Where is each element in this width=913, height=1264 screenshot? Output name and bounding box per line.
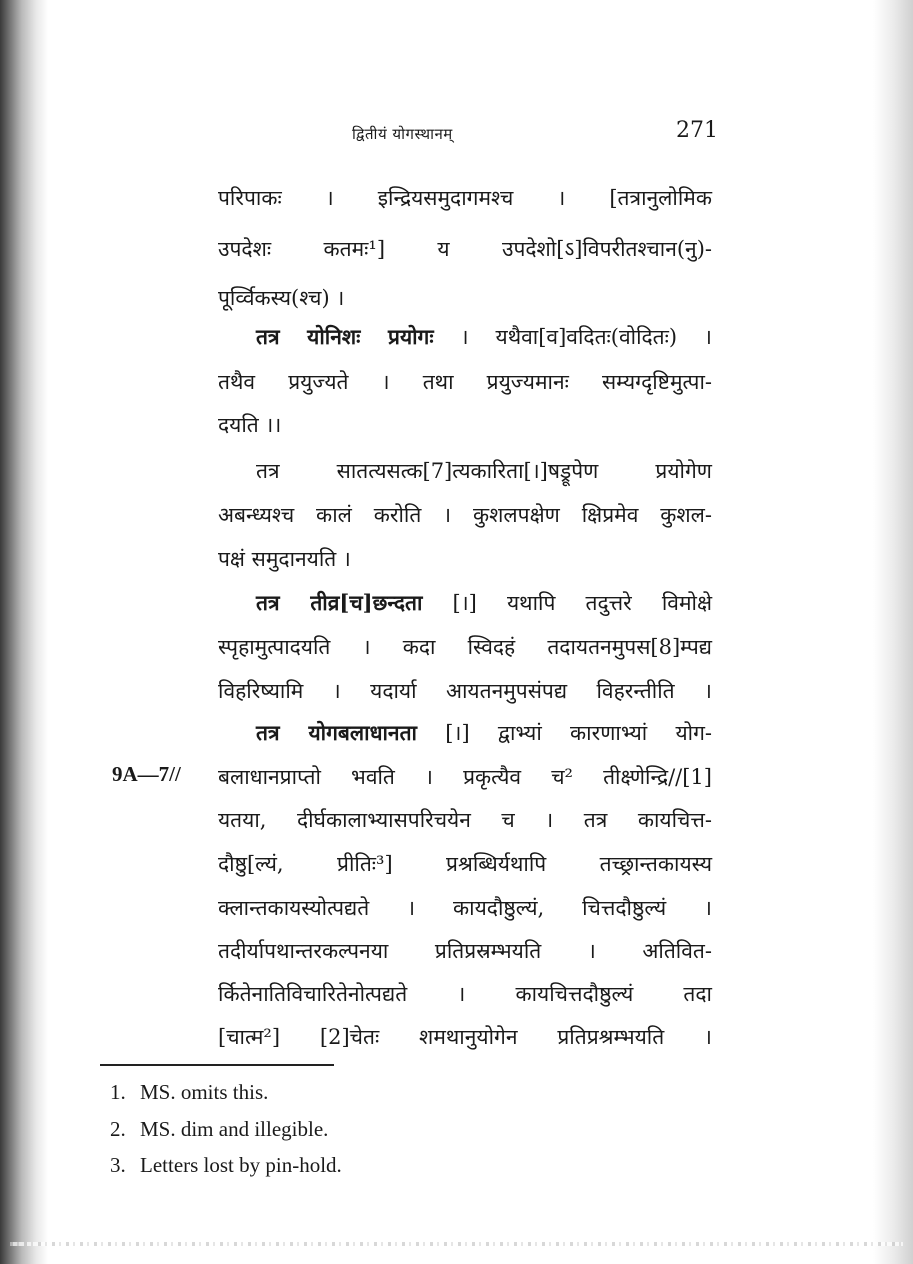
text-line: यतया, दीर्घकालाभ्यासपरिचयेन च । तत्र कायचित्त- (218, 808, 712, 832)
text-line: अबन्ध्यश्च कालं करोति । कुशलपक्षेण क्षिप्रमेव कुशल- (218, 503, 712, 527)
binding-shadow (0, 0, 48, 1264)
paragraph-start: तत्र सातत्यसत्क[7]त्यकारिता[।]षड्रूपेण प्रयोगेण (256, 459, 712, 483)
text-line: दयति ।। (218, 413, 282, 437)
footnote-number: 1. (110, 1080, 126, 1104)
text-line: र्कितेनातिविचारितेनोत्पद्यते । कायचित्तदौष्ठुल्यं तदा (218, 982, 712, 1006)
bold-heading: तत्र योगबलाधानता (256, 720, 418, 745)
paragraph-start (256, 718, 712, 748)
text-line: दौष्ठु[ल्यं, प्रीतिः³] प्रश्रब्धिर्यथापि तच्छ्रान्तकायस्य (218, 852, 712, 876)
footnote-divider (100, 1064, 334, 1066)
footnote (110, 1153, 342, 1178)
paragraph-start (256, 322, 712, 352)
text-line: [चात्म²] [2]चेतः शमथानुयोगेन प्रतिप्रश्रम्भयति । (218, 1025, 712, 1049)
text-span: [।] द्वाभ्यां कारणाभ्यां योग- (417, 721, 713, 745)
page-number: 271 (676, 118, 718, 143)
running-head: द्वितीयं योगस्थानम् (352, 125, 453, 143)
footnote-text: MS. dim and illegible. (140, 1117, 329, 1141)
footnote-text: MS. omits this. (140, 1080, 269, 1104)
text-line: तथैव प्रयुज्यते । तथा प्रयुज्यमानः सम्यग्दृष्टिमुत्पा- (218, 370, 712, 394)
text-line: विहरिष्यामि । यदार्या आयतनमुपसंपद्य विहरन्तीति । (218, 679, 712, 703)
text-line: पूर्व्विकस्य(श्च) । (218, 286, 345, 310)
bold-heading: तत्र योनिशः प्रयोगः (256, 324, 434, 349)
text-span: । यथैवा[व]वदितः(वोदितः) । (433, 325, 713, 349)
page-edge-shadow (873, 0, 913, 1264)
manuscript-folio-note: 9A—7// (112, 762, 181, 786)
text-line: क्लान्तकायस्योत्पद्यते । कायदौष्ठुल्यं, चित्तदौष्ठुल्यं । (218, 896, 712, 920)
footnote-number: 2. (110, 1117, 126, 1141)
bold-heading: तत्र तीव्र[च]छन्दता (256, 590, 423, 615)
text-line: उपदेशः कतमः¹] य उपदेशो[ऽ]विपरीतश्चान(नु)- (218, 237, 712, 261)
text-line: तदीर्यापथान्तरकल्पनया प्रतिप्रस्रम्भयति । अतिवित- (218, 939, 712, 963)
footnote-number: 3. (110, 1153, 126, 1177)
text-line: परिपाकः । इन्द्रियसमुदागमश्च । [तत्रानुलोमिक (218, 186, 712, 210)
footnote (110, 1080, 268, 1105)
text-span: [।] यथापि तदुत्तरे विमोक्षे (422, 591, 713, 615)
footnote (110, 1117, 328, 1142)
footnote-text: Letters lost by pin-hold. (140, 1153, 342, 1177)
text-line: पक्षं समुदानयति । (218, 547, 351, 571)
text-line: स्पृहामुत्पादयति । कदा स्विदहं तदायतनमुपस[8]म्पद्य (218, 635, 712, 659)
text-line: बलाधानप्राप्तो भवति । प्रकृत्यैव च² तीक्ष्णेन्द्रि//[1] (218, 765, 712, 789)
scan-edge-noise (10, 1242, 903, 1246)
paragraph-start (256, 588, 712, 618)
